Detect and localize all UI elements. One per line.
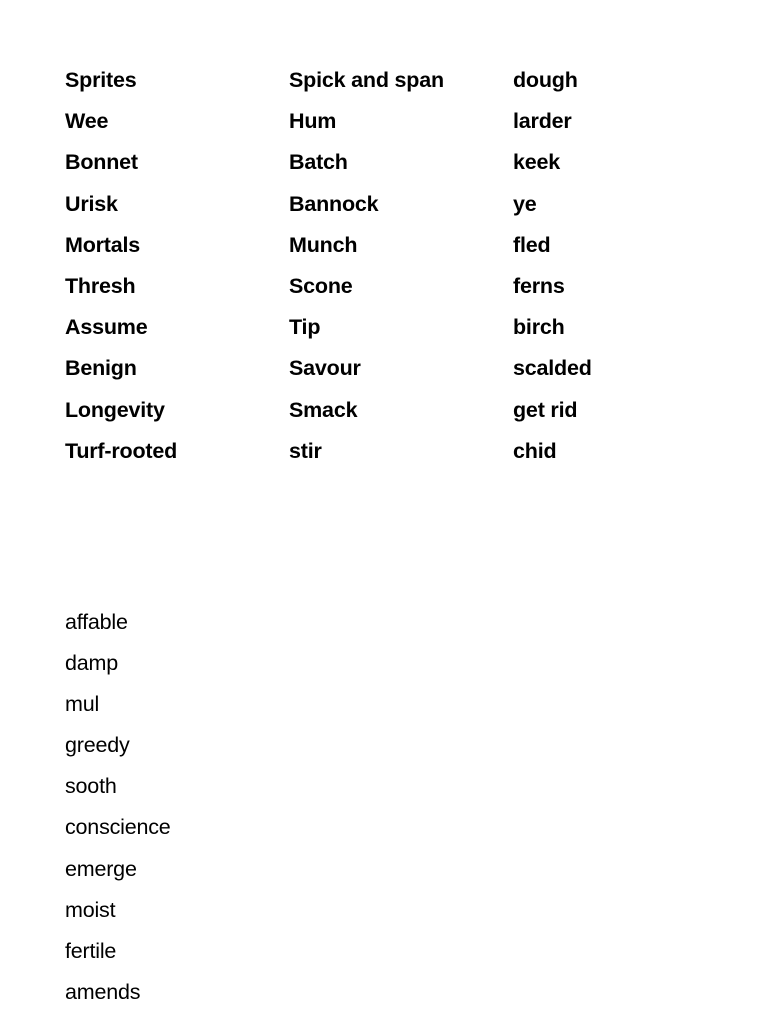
vocabulary-column-1 — [65, 60, 289, 472]
vocabulary-word: Wee — [65, 109, 109, 134]
vocabulary-word: stir — [289, 438, 322, 463]
vocabulary-word: Batch — [289, 150, 348, 175]
vocabulary-word: fled — [513, 232, 551, 257]
vocabulary-column-2 — [289, 60, 513, 472]
vocabulary-word: Scone — [289, 273, 353, 298]
vocabulary-word: get rid — [513, 397, 578, 422]
vocabulary-word: ye — [513, 191, 537, 216]
vocabulary-word: dough — [513, 68, 578, 92]
list-item: fertile — [65, 938, 117, 963]
list-item: sooth — [65, 774, 117, 799]
vocabulary-word: larder — [513, 109, 572, 134]
vocabulary-table — [65, 60, 693, 472]
vocabulary-word: Thresh — [65, 273, 136, 298]
vocabulary-word: Smack — [289, 397, 358, 422]
list-item: amends — [65, 979, 141, 1004]
list-item: affable — [65, 610, 128, 634]
word-list — [65, 602, 171, 1013]
vocabulary-word: Longevity — [65, 397, 165, 422]
vocabulary-word: chid — [513, 438, 557, 463]
vocabulary-word: Mortals — [65, 232, 141, 257]
vocabulary-word: ferns — [513, 273, 565, 298]
vocabulary-word: Hum — [289, 109, 337, 134]
list-item: damp — [65, 651, 118, 676]
vocabulary-word: Tip — [289, 315, 321, 340]
vocabulary-word: Spick and span — [289, 68, 444, 92]
vocabulary-column-3 — [513, 60, 693, 472]
vocabulary-word: scalded — [513, 356, 592, 381]
vocabulary-word: Assume — [65, 315, 148, 340]
vocabulary-word: Bonnet — [65, 150, 138, 175]
vocabulary-word: Benign — [65, 356, 137, 381]
vocabulary-word: birch — [513, 315, 565, 340]
vocabulary-word: Munch — [289, 232, 358, 257]
vocabulary-word: Savour — [289, 356, 361, 381]
vocabulary-word: Sprites — [65, 68, 137, 92]
vocabulary-word: Bannock — [289, 191, 379, 216]
vocabulary-word: keek — [513, 150, 561, 175]
vocabulary-word: Turf-rooted — [65, 438, 178, 463]
list-item: mul — [65, 692, 100, 717]
list-item: moist — [65, 897, 116, 922]
list-item: conscience — [65, 815, 171, 840]
vocabulary-word: Urisk — [65, 191, 118, 216]
list-item: greedy — [65, 733, 130, 758]
list-item: emerge — [65, 856, 137, 881]
